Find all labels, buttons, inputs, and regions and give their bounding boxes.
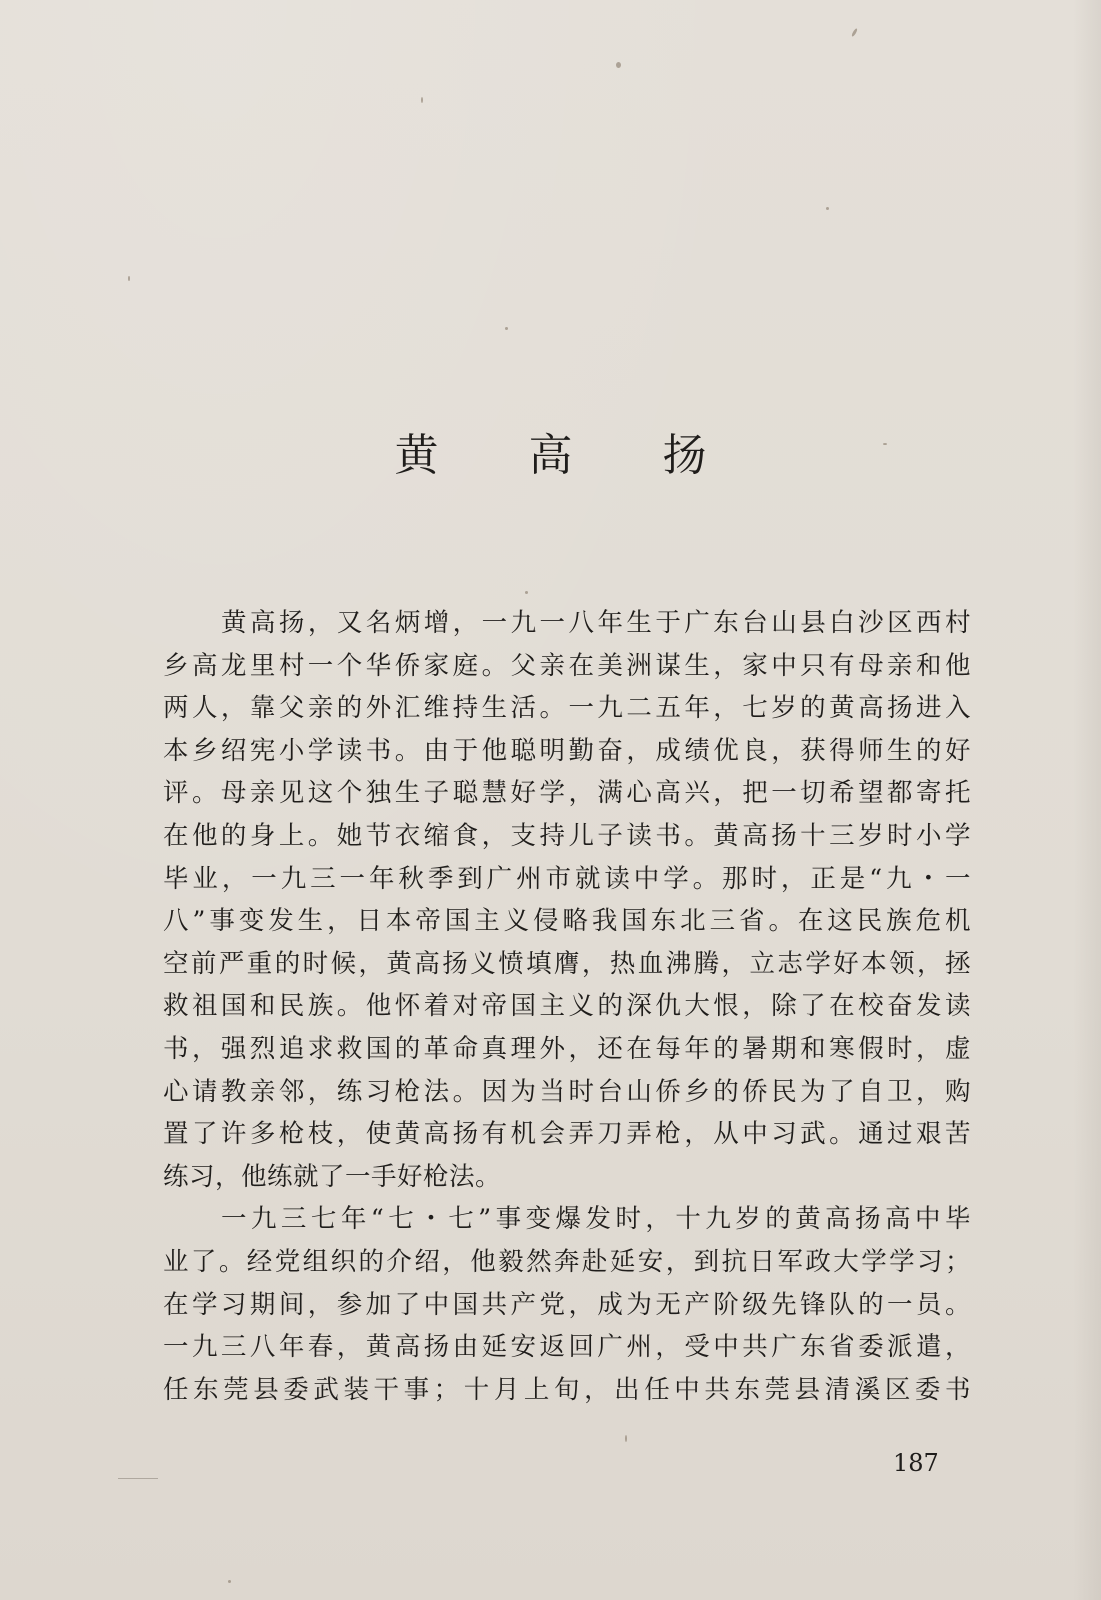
paper-speck [228,1580,231,1583]
text-line: 毕业，一九三一年秋季到广州市就读中学。那时，正是“九・一 [163,863,971,894]
text-line: 八”事变发生，日本帝国主义侵略我国东北三省。在这民族危机 [163,906,971,937]
text-line: 本乡绍宪小学读书。由于他聪明勤奋，成绩优良，获得师生的好 [163,735,971,766]
text-line: 两人，靠父亲的外汇维持生活。一九二五年，七岁的黄高扬进入 [163,693,971,724]
paper-mark [118,1478,158,1479]
paper-speck [616,62,621,68]
text-line: 任东莞县委武装干事；十月上旬，出任中共东莞县清溪区委书 [163,1374,971,1405]
text-line: 一九三七年“七・七”事变爆发时，十九岁的黄高扬高中毕 [221,1204,971,1235]
text-line: 救祖国和民族。他怀着对帝国主义的深仇大恨，除了在校奋发读 [163,991,971,1022]
paper-speck [525,591,528,594]
text-line: 心请教亲邻，练习枪法。因为当时台山侨乡的侨民为了自卫，购 [163,1076,971,1107]
text-line: 书，强烈追求救国的革命真理外，还在每年的暑期和寒假时，虚 [163,1033,971,1064]
paper-speck [505,327,508,330]
paper-speck [851,28,858,37]
text-line: 黄高扬，又名炳增，一九一八年生于广东台山县白沙区西村 [221,608,971,638]
text-line: 业了。经党组织的介绍，他毅然奔赴延安，到抗日军政大学学习； [163,1246,971,1277]
text-line: 评。母亲见这个独生子聪慧好学，满心高兴，把一切希望都寄托 [163,778,971,809]
chapter-title: 黄 高 扬 [394,430,745,481]
paper-speck [421,97,423,103]
text-line: 乡高龙里村一个华侨家庭。父亲在美洲谋生，家中只有母亲和他 [163,650,971,681]
text-line: 一九三八年春，黄高扬由延安返回广州，受中共广东省委派遣， [163,1332,971,1363]
text-line: 在他的身上。她节衣缩食，支持儿子读书。黄高扬十三岁时小学 [163,820,971,851]
text-line: 置了许多枪枝，使黄高扬有机会弄刀弄枪，从中习武。通过艰苦 [163,1119,971,1150]
text-line: 在学习期间，参加了中国共产党，成为无产阶级先锋队的一员。 [163,1289,971,1320]
text-line: 空前严重的时候，黄高扬义愤填膺，热血沸腾，立志学好本领，拯 [163,948,971,979]
paper-speck [625,1435,627,1442]
paper-speck [128,276,130,281]
paper-speck [826,207,829,210]
page-number: 187 [893,1449,939,1477]
text-line: 练习，他练就了一手好枪法。 [163,1161,502,1192]
body-text [163,602,971,1411]
page-edge-shadow [1073,0,1101,1600]
